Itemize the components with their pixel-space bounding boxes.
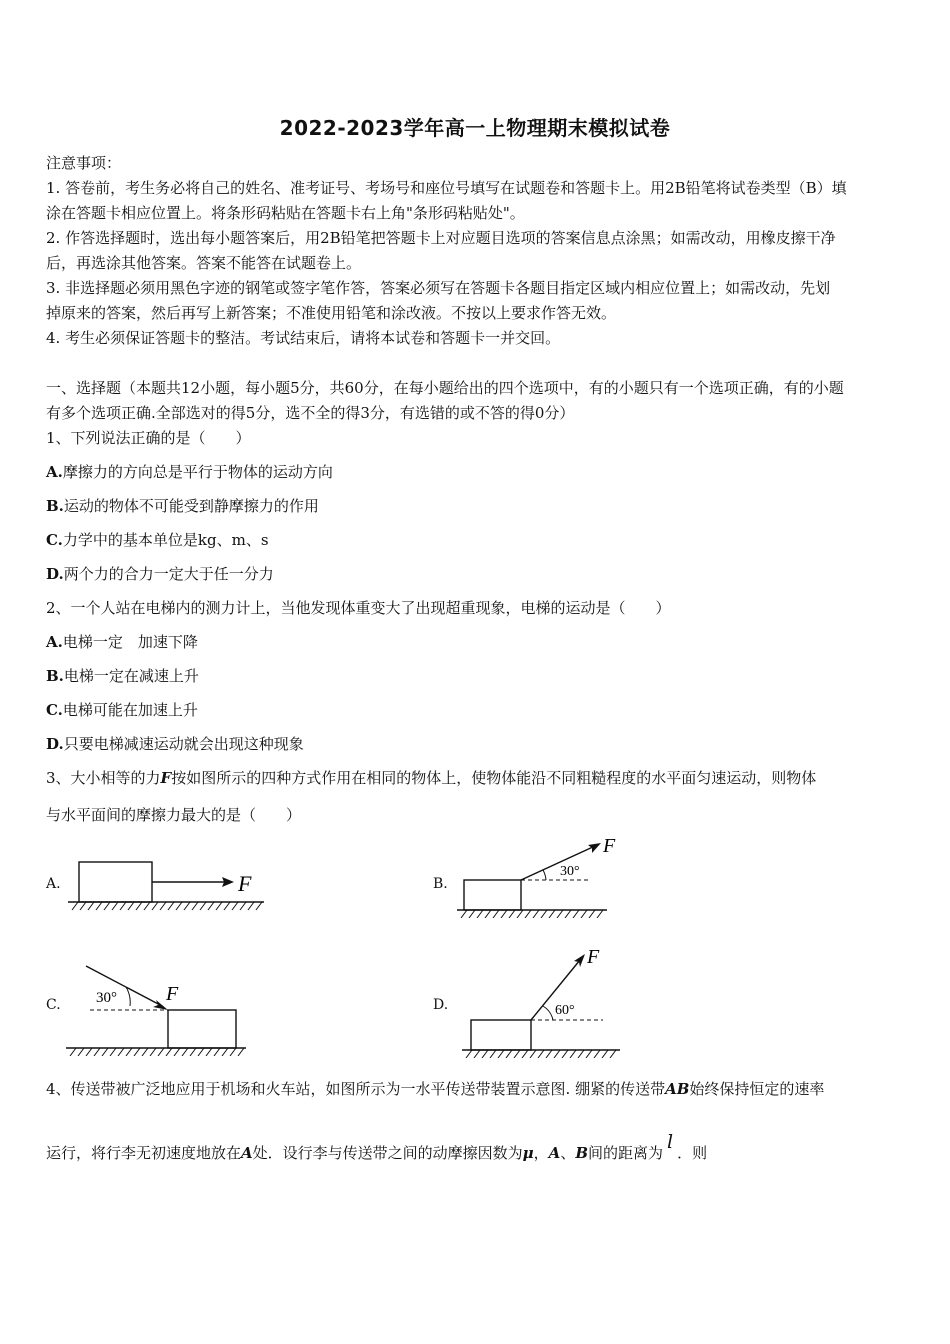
option-key: A. (46, 463, 63, 481)
belt-symbol: AB (665, 1080, 690, 1098)
figure-b-block (464, 880, 521, 910)
option-key: D. (46, 565, 64, 583)
stem-text: 运行，将行李无初速度地放在 (46, 1144, 242, 1162)
notice-line: 3. 非选择题必须用黑色字迹的钢笔或签字笔作答，答案必须写在答题卡各题目指定区域内相应位置上；如需改动，先划 (46, 279, 831, 297)
figure-a-block (79, 862, 152, 902)
question-2-stem: 2、一个人站在电梯内的测力计上，当他发现体重变大了出现超重现象，电梯的运动是（ ） (46, 599, 671, 617)
point-symbol: B (575, 1144, 589, 1162)
figure-b-ground (457, 910, 607, 918)
stem-text: 、 (560, 1144, 576, 1162)
figure-c-force-label: F (166, 983, 179, 1005)
notice-line: 1. 答卷前，考生务必将自己的姓名、准考证号、考场号和座位号填写在试题卷和答题卡上。用2B铅笔将试卷类型（B）填 (46, 179, 847, 197)
section-heading-line: 一、选择题（本题共12小题，每小题5分，共60分，在每小题给出的四个选项中，有的小题只有一个选项正确，有的小题 (46, 379, 844, 397)
figure-b-label: B. (433, 876, 448, 892)
option-key: B. (46, 667, 64, 685)
q2-option-b (46, 665, 199, 686)
figure-c-ground (66, 1048, 246, 1056)
figure-d-label: D. (433, 997, 449, 1013)
question-3-stem (46, 767, 816, 788)
notice-line: 涂在答题卡相应位置上。将条形码粘贴在答题卡右上角"条形码粘贴处"。 (46, 204, 525, 222)
figure-d-angle-arc (543, 1006, 553, 1020)
option-text: 摩擦力的方向总是平行于物体的运动方向 (62, 463, 333, 481)
figure-c-block (168, 1010, 236, 1048)
notice-line: 4. 考生必须保证答题卡的整洁。考试结束后，请将本试卷和答题卡一并交回。 (46, 329, 561, 347)
option-text: 运动的物体不可能受到静摩擦力的作用 (63, 497, 319, 515)
figure-a-force-label: F (238, 871, 252, 896)
figure-d-ground (462, 1050, 620, 1058)
stem-text: 按如图所示的四种方式作用在相同的物体上，使物体能沿不同粗糙程度的水平面匀速运动，则物体 (171, 769, 817, 787)
option-text: 力学中的基本单位是kg、m、s (62, 531, 269, 549)
option-text: 电梯一定在减速上升 (63, 667, 199, 685)
stem-text: 始终保持恒定的速率 (689, 1080, 825, 1098)
figure-a-label: A. (46, 876, 61, 892)
figure-b-angle-arc (543, 870, 546, 880)
figure-c-angle-label: 30° (96, 990, 117, 1006)
figure-c (64, 960, 279, 1056)
q1-option-b (46, 495, 319, 516)
option-text: 电梯可能在加速上升 (62, 701, 198, 719)
q1-option-d (46, 563, 274, 584)
question-1-stem: 1、下列说法正确的是（ ） (46, 429, 251, 447)
option-key: C. (46, 701, 63, 719)
option-text: 只要电梯减速运动就会出现这种现象 (63, 735, 304, 753)
q2-option-a (46, 631, 198, 652)
figure-a-ground (68, 902, 264, 910)
option-key: B. (46, 497, 64, 515)
figure-a (66, 852, 276, 914)
figure-a-force-arrow (152, 877, 234, 887)
stem-text: 4、传送带被广泛地应用于机场和火车站，如图所示为一水平传送带装置示意图. 绷紧的传送带 (46, 1080, 666, 1098)
distance-symbol: l (667, 1131, 674, 1153)
option-key: C. (46, 531, 63, 549)
stem-text: ， (533, 1144, 549, 1162)
option-text: 电梯一定 加速下降 (62, 633, 198, 651)
force-symbol: F (160, 769, 172, 787)
figure-c-label: C. (46, 997, 61, 1013)
section-heading-line: 有多个选项正确.全部选对的得5分，选不全的得3分，有选错的或不答的得0分） (46, 404, 575, 422)
notice-line: 后，再选涂其他答案。答案不能答在试题卷上。 (46, 254, 362, 272)
question-3-stem-line2: 与水平面间的摩擦力最大的是（ ） (46, 806, 302, 824)
notice-heading: 注意事项： (46, 154, 122, 172)
figure-d-angle-label: 60° (555, 1003, 575, 1018)
notice-line: 掉原来的答案，然后再写上新答案；不准使用铅笔和涂改液。不按以上要求作答无效。 (46, 304, 617, 322)
q2-option-d (46, 733, 304, 754)
stem-text: 3、大小相等的力 (46, 769, 161, 787)
q1-option-c (46, 529, 269, 550)
question-4-stem-line2 (46, 1131, 708, 1163)
figure-d (458, 944, 628, 1058)
figure-c-angle-arc (126, 987, 130, 1006)
stem-text: 间的距离为 (588, 1144, 664, 1162)
q1-option-a (46, 461, 333, 482)
q2-option-c (46, 699, 198, 720)
figure-d-block (471, 1020, 531, 1050)
option-key: A. (46, 633, 63, 651)
friction-symbol: μ (522, 1144, 534, 1162)
point-symbol: A (241, 1144, 253, 1162)
option-text: 两个力的合力一定大于任一分力 (63, 565, 274, 583)
option-key: D. (46, 735, 64, 753)
point-symbol: A (548, 1144, 561, 1162)
figure-b-angle-label: 30° (560, 864, 580, 879)
question-4-stem (46, 1078, 824, 1099)
figure-d-force-label: F (587, 946, 600, 968)
figure-b-force-label: F (603, 835, 616, 857)
figure-b (455, 832, 625, 918)
stem-text: 处．设行李与传送带之间的动摩擦因数为 (252, 1144, 523, 1162)
page-title: 2022-2023学年高一上物理期末模拟试卷 (279, 116, 671, 140)
notice-line: 2. 作答选择题时，选出每小题答案后，用2B铅笔把答题卡上对应题目选项的答案信息点涂黑；如需改动，用橡皮擦干净 (46, 229, 836, 247)
stem-text: ．则 (677, 1144, 708, 1162)
